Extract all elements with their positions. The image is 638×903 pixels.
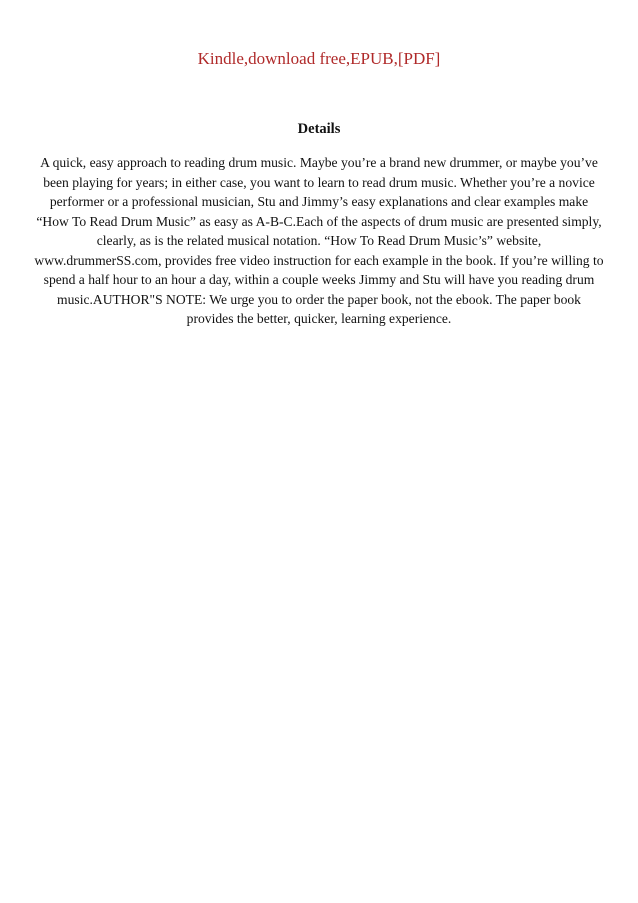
page-header-title: Kindle,download free,EPUB,[PDF] — [197, 49, 441, 68]
details-heading: Details — [297, 121, 341, 137]
details-body-text: A quick, easy approach to reading drum music. Maybe you’re a brand new drummer, or maybe you’ve been playing for years; in either case, you want to learn to read drum music. Whether you’re a novice performer or a professional musician, Stu and Jimmy’s easy explanations and clear examples make “How To Read Drum Music” as easy as A-B-C.Each of the aspects of drum music are presented simply, clearly, as is the related musical notation. “How To Read Drum Music’s” website, www.drummerSS.com, provides free video instruction for each example in the book. If you’re willing to spend a half hour to an hour a day, within a couple weeks Jimmy and Stu will have you reading drum music.AUTHOR"S NOTE: We urge you to order the paper book, not the ebook. The paper book provides the better, quicker, learning experience. — [34, 155, 604, 326]
